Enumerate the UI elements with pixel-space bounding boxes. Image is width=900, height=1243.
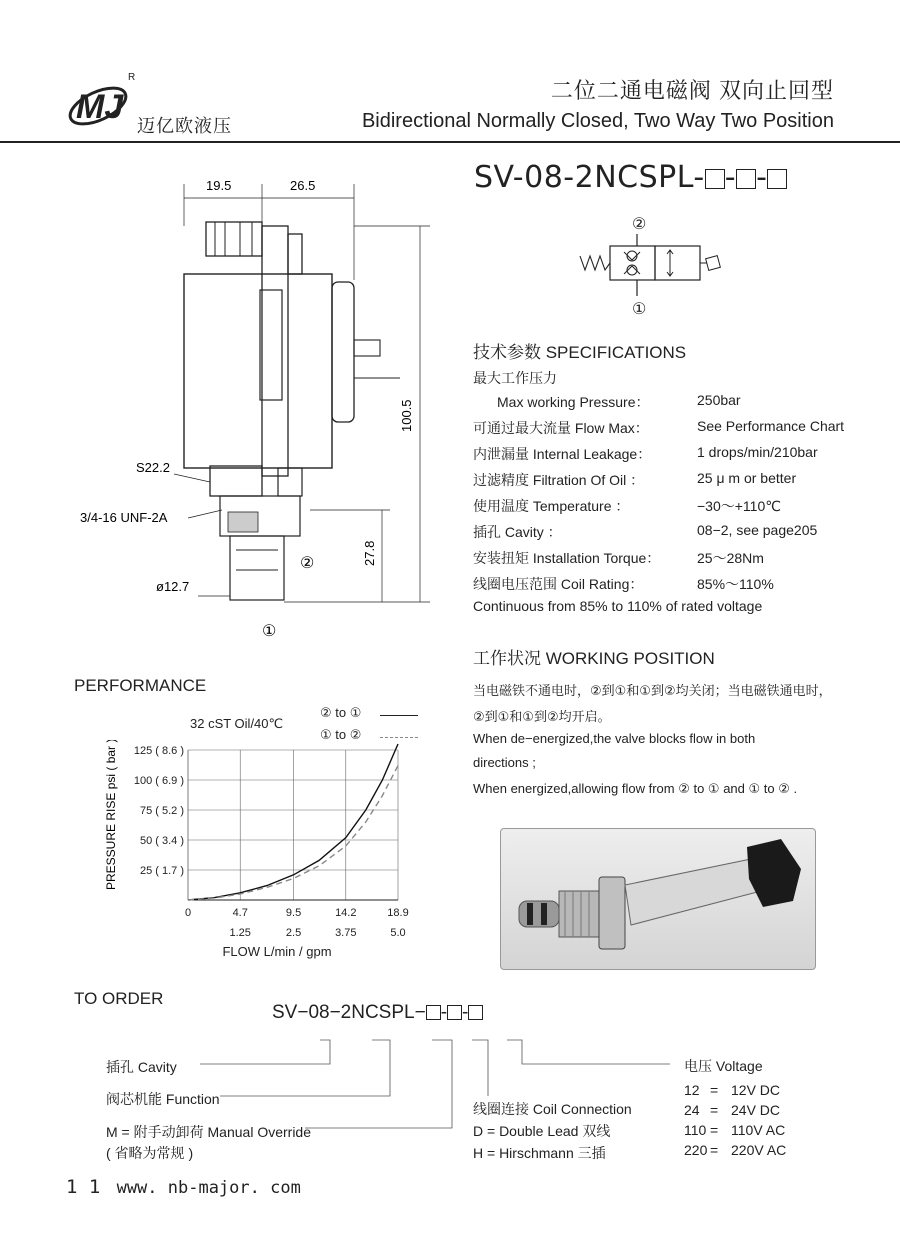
- working-line-2: ②到①和①到②均开启。: [473, 709, 611, 724]
- chart-condition: 32 cST Oil/40℃: [190, 716, 284, 731]
- order-sep: -: [440, 1002, 448, 1023]
- order-volt-head: 电压 Voltage: [684, 1058, 763, 1074]
- title-en: Bidirectional Normally Closed, Two Way Two Position: [361, 110, 834, 132]
- brand-name: 迈亿欧液压: [137, 116, 232, 136]
- footer: [66, 1176, 301, 1198]
- order-code-prefix: SV−08−2NCSPL−: [272, 1002, 426, 1023]
- valve-drawing: [70, 170, 440, 650]
- order-manual: M = 附手动卸荷 Manual Override: [106, 1124, 311, 1140]
- spec-label: 过滤精度 Filtration Of Oil ：: [473, 472, 645, 488]
- spec-value: 250bar: [697, 392, 741, 408]
- voltage-val: 110V AC: [731, 1122, 786, 1138]
- series-line-1-to-2: [188, 766, 398, 900]
- spec-value: 25 μ m or better: [697, 470, 797, 486]
- registered-mark: R: [128, 72, 136, 83]
- voltage-eq: =: [710, 1102, 719, 1118]
- working-line-4: directions ;: [473, 755, 536, 770]
- symbol-port-bottom: ①: [632, 301, 647, 318]
- working-heading: 工作状况 WORKING POSITION: [473, 649, 715, 668]
- x-tick-label: 14.2: [335, 907, 357, 919]
- spec-value: 08−2, see page205: [697, 522, 818, 538]
- x-tick-label-gpm: 5.0: [390, 927, 406, 939]
- hex-size-label: S22.2: [136, 460, 170, 475]
- port-bottom-label: ①: [262, 623, 277, 640]
- y-tick-label: 75 ( 5.2 ): [139, 805, 184, 817]
- voltage-eq: =: [710, 1122, 719, 1138]
- voltage-val: 12V DC: [731, 1082, 781, 1098]
- spec-value: 85%～110%: [697, 576, 774, 592]
- dim-height: 100.5: [399, 399, 414, 432]
- order-heading: TO ORDER: [74, 989, 164, 1008]
- voltage-eq: =: [710, 1142, 719, 1158]
- diameter-label: ø12.7: [156, 579, 190, 594]
- order-box-3: [468, 1005, 483, 1020]
- chart-ylabel: PRESSURE RISE psi ( bar ): [104, 740, 118, 890]
- working-line-3: When de−energized,the valve blocks flow in both: [473, 731, 756, 746]
- voltage-eq: =: [710, 1082, 719, 1098]
- dim-left: 19.5: [206, 178, 232, 193]
- x-tick-label-gpm: 1.25: [229, 927, 251, 939]
- title-cn: 二位二通电磁阀 双向止回型: [550, 78, 834, 103]
- y-tick-label: 100 ( 6.9 ): [133, 775, 184, 787]
- order-code: [272, 1002, 483, 1024]
- order-coil-h: H = Hirschmann 三插: [473, 1145, 606, 1161]
- y-tick-label: 50 ( 3.4 ): [139, 835, 184, 847]
- voltage-code: 24: [684, 1102, 700, 1118]
- model-code: [474, 160, 787, 195]
- spec-label: 可通过最大流量 Flow Max：: [473, 420, 649, 436]
- spec-label: 插孔 Cavity ：: [473, 524, 562, 540]
- order-box-2: [447, 1005, 462, 1020]
- spec-value: 25～28Nm: [697, 550, 764, 566]
- x-tick-label: 4.7: [232, 907, 248, 919]
- hydraulic-symbol: [570, 212, 730, 322]
- symbol-port-top: ②: [632, 216, 647, 233]
- order-omit: ( 省略为常规 ): [106, 1145, 194, 1161]
- voltage-code: 110: [684, 1122, 707, 1138]
- spec-max-pressure-cn: 最大工作压力: [473, 370, 557, 386]
- order-function: 阀芯机能 Function: [106, 1091, 220, 1107]
- voltage-val: 24V DC: [731, 1102, 781, 1118]
- spec-label: 使用温度 Temperature ：: [473, 498, 630, 514]
- product-photo: [500, 828, 816, 970]
- performance-chart-svg: [96, 740, 426, 970]
- legend-dashed-label: ① to ②: [320, 727, 362, 742]
- order-box-1: [426, 1005, 441, 1020]
- option-box-1: [705, 169, 725, 189]
- x-tick-label-gpm: 3.75: [335, 927, 357, 939]
- voltage-code: 12: [684, 1082, 700, 1098]
- spec-label: 内泄漏量 Internal Leakage：: [473, 446, 652, 462]
- model-sep: -: [724, 160, 737, 195]
- chart-xlabel: FLOW L/min / gpm: [222, 944, 332, 959]
- logo-letters: MJ: [76, 88, 124, 126]
- performance-heading: PERFORMANCE: [74, 676, 207, 695]
- spec-value: 1 drops/min/210bar: [697, 444, 818, 460]
- legend-solid-line: [380, 715, 418, 716]
- y-tick-label: 125 ( 8.6 ): [133, 745, 184, 757]
- working-line-1: 当电磁铁不通电时，②到①和①到②均关闭；当电磁铁通电时，: [473, 683, 832, 698]
- working-line-5: When energized,allowing flow from ② to ① and ① to ② .: [473, 781, 798, 796]
- website: www. nb-major. com: [116, 1178, 301, 1198]
- spec-value: See Performance Chart: [697, 418, 845, 434]
- x-tick-label: 9.5: [285, 907, 302, 919]
- voltage-val: 220V AC: [731, 1142, 787, 1158]
- legend-solid-label: ② to ①: [320, 705, 362, 720]
- model-sep: -: [756, 160, 768, 195]
- brand-logo: [62, 72, 134, 134]
- order-cavity: 插孔 Cavity: [106, 1059, 177, 1075]
- x-tick-label: 18.9: [387, 907, 409, 919]
- order-coil-d: D = Double Lead 双线: [473, 1123, 611, 1139]
- x-tick-label: 0: [184, 907, 192, 919]
- spec-label: 安装扭矩 Installation Torque：: [473, 550, 661, 566]
- order-coil-head: 线圈连接 Coil Connection: [473, 1101, 632, 1117]
- spec-value: −30～+110℃: [697, 498, 781, 514]
- spec-note: Continuous from 85% to 110% of rated voltage: [473, 598, 763, 614]
- x-tick-label-gpm: 2.5: [285, 927, 302, 939]
- option-box-2: [736, 169, 756, 189]
- option-box-3: [767, 169, 787, 189]
- specs-heading: 技术参数 SPECIFICATIONS: [473, 343, 687, 362]
- port-side-label: ②: [300, 555, 315, 572]
- spec-label: 线圈电压范围 Coil Rating：: [473, 576, 644, 592]
- voltage-code: 220: [684, 1142, 708, 1158]
- order-sep: -: [462, 1002, 469, 1023]
- performance-chart: [96, 740, 426, 970]
- legend-dashed-line: [380, 737, 418, 738]
- header-divider: [0, 141, 900, 143]
- dim-lower: 27.8: [362, 540, 377, 566]
- model-prefix: SV-08-2NCSPL-: [474, 160, 705, 195]
- y-tick-label: 25 ( 1.7 ): [139, 865, 184, 877]
- thread-label: 3/4-16 UNF-2A: [80, 510, 168, 525]
- dim-right: 26.5: [290, 178, 316, 193]
- page-number: 1 1: [66, 1176, 101, 1198]
- spec-label: Max working Pressure：: [497, 394, 650, 410]
